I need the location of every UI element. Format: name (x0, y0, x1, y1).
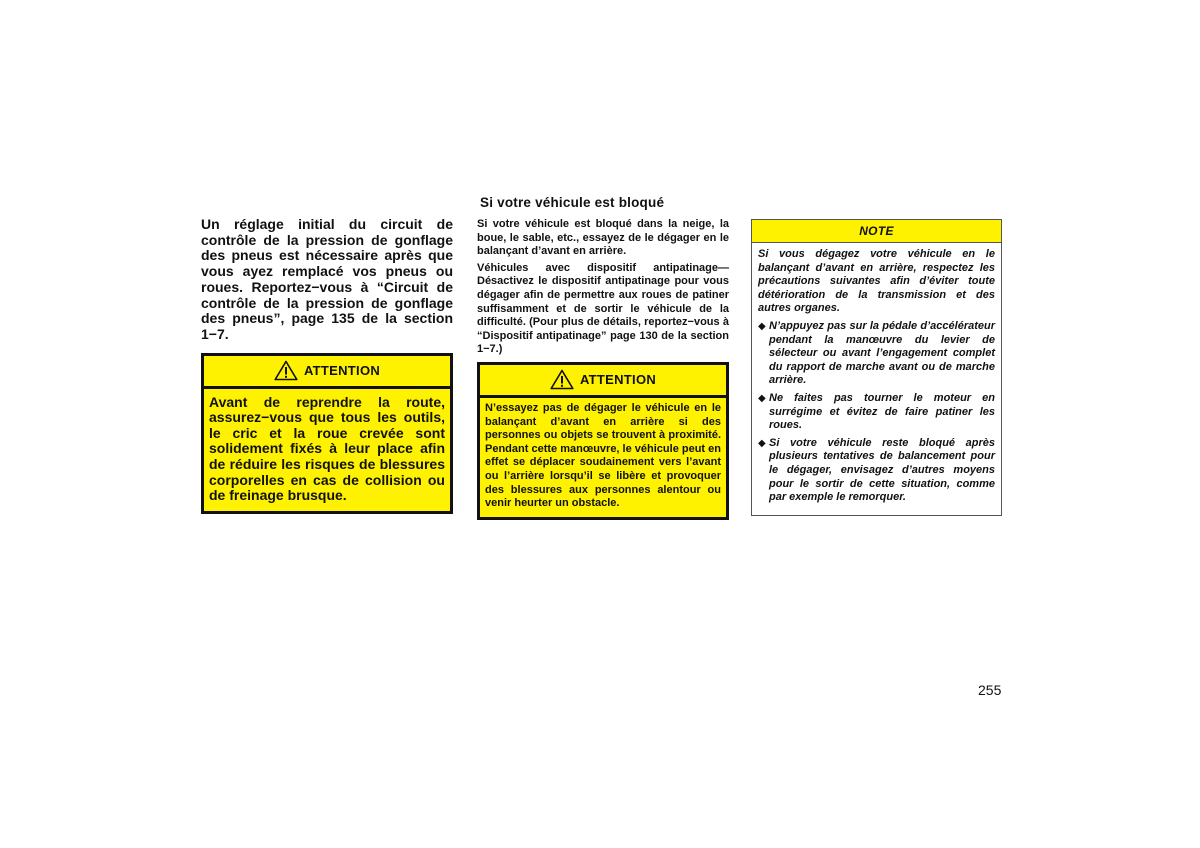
attention-title: ATTENTION (579, 372, 657, 388)
attention-header (480, 365, 726, 398)
note-item-text: Si votre véhicule reste bloqué après plusieurs tentatives de balancement pour le dégager, envisagez d’autres moyens pour le sortir de cette situation, comme par exemple le remorquer. (769, 436, 995, 504)
right-column (751, 219, 1002, 516)
diamond-bullet-icon: ◆ (758, 392, 766, 404)
note-item-text: Ne faites pas tourner le moteur en surrégime et évitez de faire patiner les roues. (769, 391, 995, 432)
left-column (201, 217, 453, 514)
note-item-text: N’appuyez pas sur la pédale d’accélérateur pendant la manœuvre du levier de sélecteur ou avant l’engagement complet du rapport de marche avant ou de marche arrière. (769, 319, 995, 387)
note-body (752, 243, 1001, 515)
traction-control-paragraph: Véhicules avec dispositif antipatinage— Désactivez le dispositif antipatinage pour vous dégager afin de permettre aux roues de patiner suffisamment et de sortir le véhicule de la difficulté. (Pour plus de détails, reportez−vous à “Dispositif antipatinage” page 130 de la section 1−7.) (477, 261, 729, 356)
tpms-reset-paragraph: Un réglage initial du circuit de contrôle de la pression de gonflage des pneus est nécessaire après que vous ayez remplacé vos pneus ou roues. Reportez−vous à “Circuit de contrôle de la pression de gonflage des pneus”, page 135 de la section 1−7. (201, 216, 453, 342)
attention-header (204, 356, 450, 389)
attention-box-rocking (477, 362, 729, 520)
note-box (751, 219, 1002, 516)
middle-column (477, 195, 729, 520)
attention-text: Avant de reprendre la route, assurez−vous que tous les outils, le cric et la roue crevée sont solidement fixés à leur place afin de réduire les risques de blessures corporelles en cas de collision ou de freinage brusque. (209, 393, 445, 504)
warning-triangle-icon (274, 360, 298, 381)
attention-text: N’essayez pas de dégager le véhicule en le balançant d’avant en arrière si des personnes ou objets se trouvent à proximité. Pendant cette manœuvre, le véhicule peut en effet se déplacer soudainement vers l’avant ou l’arrière lorsqu’il se libère et provoquer des blessures aux personnes alentour ou venir heurter un obstacle. (485, 401, 721, 510)
page-number: 255 (978, 682, 1002, 698)
diamond-bullet-icon: ◆ (758, 437, 766, 449)
warning-triangle-icon (550, 369, 574, 390)
attention-box-tools (201, 353, 453, 514)
stuck-vehicle-paragraph: Si votre véhicule est bloqué dans la neige, la boue, le sable, etc., essayez de le dégager en le balançant d’avant en arrière. (477, 218, 729, 258)
note-intro: Si vous dégagez votre véhicule en le balançant d’avant en arrière, respectez les précautions suivantes afin d’éviter toute détérioration de la transmission et des autres organes. (758, 248, 995, 315)
section-heading: Si votre véhicule est bloqué (480, 195, 665, 210)
note-list-item (758, 392, 995, 433)
note-list-item (758, 437, 995, 505)
diamond-bullet-icon: ◆ (758, 320, 766, 332)
attention-title: ATTENTION (303, 363, 381, 379)
note-title: NOTE (752, 220, 1001, 243)
note-list-item (758, 320, 995, 388)
